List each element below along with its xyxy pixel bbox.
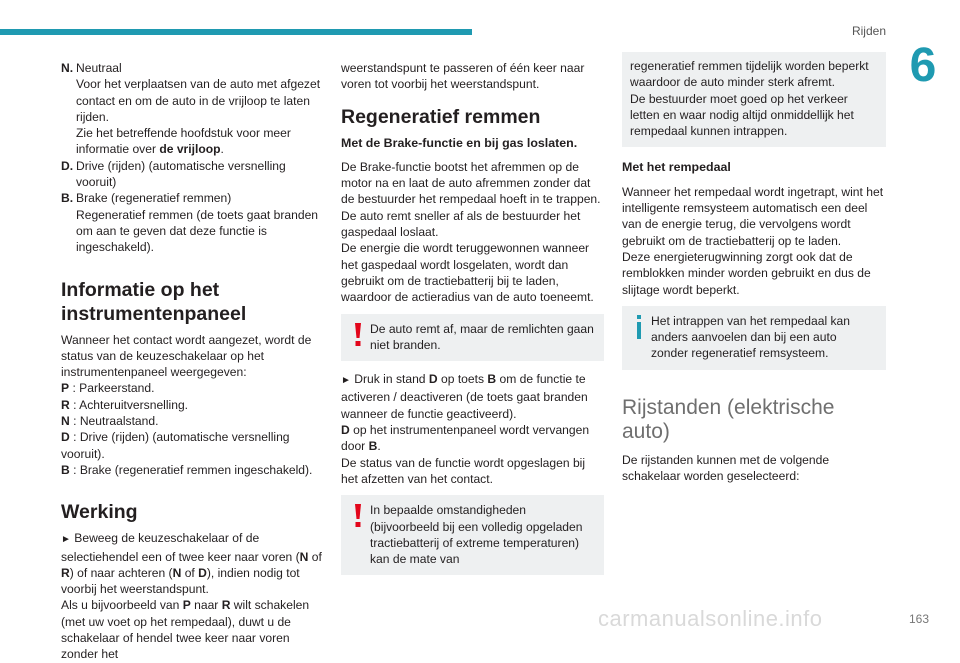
brake-step — [341, 371, 604, 422]
text: naar — [190, 598, 222, 613]
warning-note — [341, 495, 604, 575]
bold-key: N — [172, 565, 182, 580]
def-key: D. — [61, 158, 74, 173]
status-text: : Achteruitversnelling. — [69, 397, 189, 412]
status-text: : Brake (regeneratief remmen ingeschakeld). — [69, 462, 313, 477]
def-text: Voor het verplaatsen van de auto met afgezet contact en om de auto in de vrijloop te laten rijden. — [76, 77, 321, 124]
bold-key: B — [368, 439, 378, 454]
status-key: P — [61, 381, 70, 396]
brake-paragraph: De energie die wordt teruggewonnen wanneer het gaspedaal wordt losgelaten, wordt dan gebruikt om de tractiebatterij bij te laden, waardoor de actieradius van de auto toeneemt. — [341, 241, 594, 305]
brake-step-status: De status van de functie wordt opgeslagen bij het afzetten van het contact. — [341, 455, 586, 486]
warning-text: De bestuurder moet goed op het verkeer letten en waar nodig altijd onmiddellijk het rempedaal kunnen intrappen. — [630, 91, 854, 139]
def-text: Zie het betreffende hoofdstuk voor meer informatie over — [76, 126, 291, 157]
warning-exclamation-icon — [352, 322, 364, 348]
warning-note-continued — [622, 52, 886, 147]
info-icon — [633, 314, 645, 340]
status-item — [61, 397, 323, 413]
heading-regeneratief: Regeneratief remmen — [341, 105, 541, 128]
bold-key: D — [198, 565, 207, 580]
heading-rijstanden: Rijstanden (elektrische auto) — [622, 395, 835, 443]
bold-key: P — [182, 598, 191, 613]
def-title: Brake (regeneratief remmen) — [76, 191, 232, 206]
status-key: R — [61, 397, 70, 412]
warning-text: In bepaalde omstandigheden (bijvoorbeeld bij een volledig opgeladen tractiebatterij of extreme temperaturen) kan de mate van — [370, 503, 583, 567]
watermark: carmanualsonline.info — [598, 606, 823, 631]
column-1 — [61, 60, 323, 663]
def-punct: . — [220, 142, 224, 157]
text: om de functie te activeren / deactiveren (de toets gaat branden wanneer de functie geactiveerd). — [341, 372, 588, 421]
status-key: D — [61, 430, 70, 445]
status-item — [61, 462, 323, 478]
arrow-bullet-icon: ► — [61, 534, 71, 546]
status-text: : Parkeerstand. — [69, 381, 155, 396]
info-status-list — [61, 380, 323, 478]
warning-exclamation-icon — [352, 503, 364, 529]
bold-key: R — [221, 598, 231, 613]
info-note — [622, 306, 886, 370]
heading-instrument-info: Informatie op het instrumentenpaneel — [61, 278, 247, 325]
bold-key: D — [428, 372, 438, 387]
bold-key: B — [487, 372, 497, 387]
brake-paragraph: De Brake-functie bootst het afremmen op de motor na en laat de auto afremmen zonder dat de bestuurder het rempedaal hoeft in te trappen. De auto remt sneller af als de bestuurder het gaspedaal loslaat. — [341, 159, 601, 240]
text: ) of naar achteren ( — [69, 565, 173, 580]
status-text: : Neutraalstand. — [69, 414, 159, 429]
subheading-brake: Met de Brake-functie en bij gas loslaten. — [341, 135, 578, 150]
text: of — [181, 565, 199, 580]
arrow-bullet-icon: ► — [341, 375, 351, 387]
column-3 — [622, 60, 886, 484]
def-bold: de vrijloop — [159, 142, 221, 157]
header-accent-bar — [0, 29, 472, 35]
warning-text: De auto remt af, maar de remlichten gaan niet branden. — [370, 321, 594, 352]
pedal-paragraph: Deze energieterugwinning zorgt ook dat de remblokken minder worden gebruikt en dus de slijtage wordt beperkt. — [622, 249, 871, 297]
text: Beweeg de keuzeschakelaar of de selectiehendel een of twee keer naar voren ( — [61, 531, 300, 564]
status-item — [61, 413, 323, 429]
section-title: Rijden — [851, 24, 886, 38]
def-row-d — [61, 158, 323, 191]
pedal-paragraph: Wanneer het rempedaal wordt ingetrapt, wint het intelligente remsysteem automatisch een deel van de energie terug, die vervolgens wordt gebruikt om de tractiebatterij op te laden. — [622, 184, 884, 248]
status-key: B — [61, 462, 70, 477]
continued-text: weerstandspunt te passeren of één keer naar voren tot voorbij het weerstandspunt. — [341, 61, 585, 92]
text: op toets — [437, 372, 488, 387]
text: of — [308, 549, 322, 564]
text: Als u bijvoorbeeld van — [61, 598, 183, 613]
heading-werking: Werking — [61, 501, 138, 524]
def-row-b — [61, 190, 323, 255]
status-key: N — [61, 414, 70, 429]
warning-note — [341, 314, 604, 362]
def-key: B. — [61, 191, 74, 206]
def-text: Regeneratief remmen (de toets gaat branden om aan te geven dat deze functie is ingeschakeld). — [76, 207, 319, 255]
page-number: 163 — [908, 612, 929, 626]
def-row-n — [61, 60, 323, 158]
info-intro: Wanneer het contact wordt aangezet, wordt de status van de keuzeschakelaar op het instrumentenpaneel weergegeven: — [61, 332, 312, 380]
warning-text: regeneratief remmen tijdelijk worden beperkt waardoor de auto minder sterk afremt. — [630, 59, 869, 90]
brake-step-result — [341, 422, 604, 455]
status-item — [61, 380, 323, 396]
info-text: Het intrappen van het rempedaal kan anders aanvoelen dan bij een auto zonder regeneratief remsysteem. — [651, 313, 851, 361]
status-text: : Drive (rijden) (automatische versnelling vooruit). — [61, 430, 290, 461]
bold-key: N — [299, 549, 309, 564]
status-item — [61, 429, 323, 462]
text: op het instrumentenpaneel wordt vervangen door — [341, 423, 590, 454]
subheading-rempedaal: Met het rempedaal — [622, 160, 731, 175]
def-key: N. — [61, 61, 74, 75]
text: Druk in stand — [354, 372, 429, 387]
werking-example — [61, 597, 323, 662]
rijstanden-paragraph: De rijstanden kunnen met de volgende schakelaar worden geselecteerd: — [622, 452, 830, 484]
werking-step — [61, 530, 323, 597]
def-text: Drive (rijden) (automatische versnelling vooruit) — [76, 158, 286, 190]
text: wilt schakelen (met uw voet op het rempedaal), duwt u de schakelaar of hendel twee keer naar voren zonder het — [61, 598, 310, 662]
def-title: Neutraal — [76, 61, 122, 75]
definition-list — [61, 60, 323, 256]
chapter-number: 6 — [909, 39, 937, 92]
bold-key: D — [341, 423, 350, 438]
column-2 — [341, 60, 604, 585]
bold-key: R — [61, 565, 70, 580]
text: ), indien nodig tot voorbij het weerstandspunt. — [61, 565, 300, 597]
def-text — [76, 125, 323, 158]
text: . — [377, 439, 381, 454]
